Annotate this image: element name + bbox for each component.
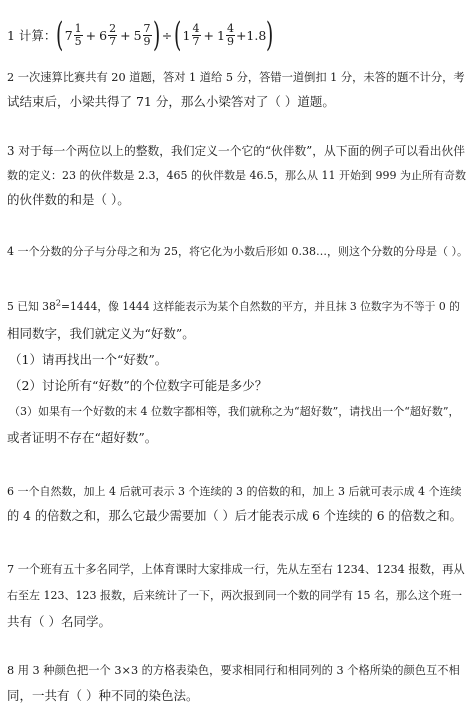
question-5-sub-3: （3）如果有一个好数的末 4 位数字都相等，我们就称之为“超好数”，请找出一个“超好数”， [9, 405, 460, 418]
question-5-line-2: 相同数字，我们就定义为“好数”。 [7, 326, 195, 341]
question-3-line-3: 的伙伴数的和是（ ）。 [7, 192, 130, 207]
left-paren: ( [174, 15, 182, 55]
question-3-line-1: 3 对于每一个两位以上的整数，我们定义一个它的“伙伴数”，从下面的例子可以看出伙伴 [7, 144, 465, 158]
question-3-line-2: 数的定义：23 的伙伴数是 2.3，465 的伙伴数是 46.5，那么从 11 开始到 999 为止所有奇数 [7, 169, 466, 182]
question-7-line-3: 共有（ ）名同学。 [7, 614, 111, 629]
question-7-line-2: 右至左 123、123 报数，后来统计了一下，两次报到同一个数的同学有 15 名，那么这个班一 [7, 589, 462, 602]
question-2-line-1: 2 一次速算比赛共有 20 道题，答对 1 道给 5 分，答错一道倒扣 1 分，未答的题不计分，考 [7, 71, 465, 84]
question-1: 1 计算： ( 7 $\frac{1}{5}$ + 6 $\frac{2}{7}$ + 5 $\frac{7}{9}$ ) ÷ ( 1 $\frac{4}{7}$ + 1 $\frac{4}{9}$ +1.8 ) [7, 15, 274, 55]
question-4-line-1: 4 一个分数的分子与分母之和为 25，将它化为小数后形如 0.38…，则这个分数的分母是（ ）。 [7, 245, 468, 258]
q1-label: 1 计算： [7, 28, 57, 43]
question-6-line-1: 6 一个自然数，加上 4 后就可表示 3 个连续的 3 的倍数的和，加上 3 后就可表示成 4 个连续 [7, 485, 462, 498]
question-5-line-1: 5 已知 $38^2=1444$，像 1444 这样能表示为某个自然数的平方，并且抹 3 位数字为不等于 0 的 [7, 298, 460, 313]
right-paren: ) [152, 15, 160, 55]
question-5-sub-2: （2）讨论所有“好数”的个位数字可能是多少？ [9, 378, 268, 393]
mixed-number: 7 $\frac{1}{5}$ [64, 21, 82, 48]
mixed-number: 1 $\frac{4}{7}$ [182, 21, 200, 48]
question-5-sub-3-cont: 或者证明不存在“超好数”。 [7, 430, 158, 445]
question-6-line-2: 的 4 的倍数之和，那么它最少需要加（ ）后才能表示成 6 个连续的 6 的倍数之和。 [7, 509, 462, 523]
question-2-line-2: 试结束后，小梁共得了 71 分，那么小梁答对了（ ）道题。 [7, 94, 335, 109]
mixed-number: 6 $\frac{2}{7}$ [99, 21, 117, 48]
question-8-line-1: 8 用 3 种颜色把一个 3×3 的方格表染色，要求相同行和相同列的 3 个格所染的颜色互不相 [7, 664, 460, 677]
mixed-number: 5 $\frac{7}{9}$ [133, 21, 151, 48]
mixed-number: 1 $\frac{4}{9}$ [216, 21, 234, 48]
question-5-sub-1: （1）请再找出一个“好数”。 [9, 352, 168, 367]
left-paren: ( [56, 15, 64, 55]
question-8-line-2: 同，一共有（ ）种不同的染色法。 [7, 688, 199, 703]
right-paren: ) [266, 15, 274, 55]
question-7-line-1: 7 一个班有五十多名同学，上体育课时大家排成一行，先从左至右 1234、1234 报数，再从 [7, 563, 465, 576]
